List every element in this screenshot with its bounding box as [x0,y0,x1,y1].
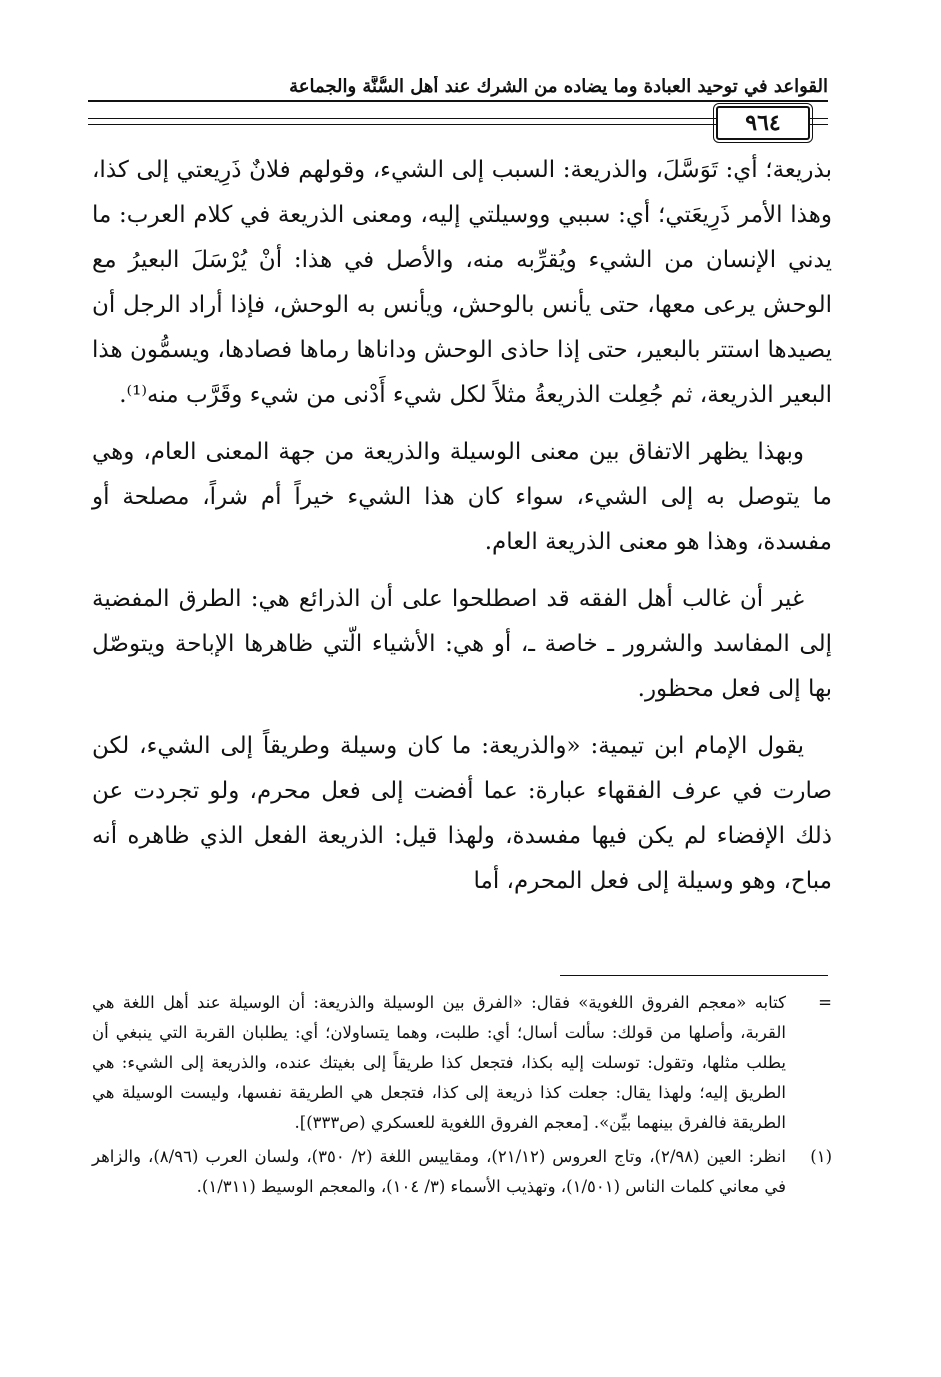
footnote [92,988,832,1138]
footnote-separator [560,975,828,976]
running-title: القواعد في توحيد العبادة وما يضاده من الشرك عند أهل السُّنَّة والجماعة [289,76,828,97]
paragraph: وبهذا يظهر الاتفاق بين معنى الوسيلة والذريعة من جهة المعنى العام، وهي ما يتوصل به إلى الشيء، سواء كان هذا الشيء خيراً أم شراً، مصلحة أو مفسدة، وهذا هو معنى الذريعة العام. [92,439,832,555]
ornament-rule [88,118,718,119]
footnote-marker: = [818,993,832,1012]
ornament-rule [810,118,828,119]
paragraph: غير أن غالب أهل الفقه قد اصطلحوا على أن الذرائع هي: الطرق المفضية إلى المفاسد والشرور ـ خاصة ـ، أو هي: الأشياء الّتي ظاهرها الإباحة ويتوصّل بها إلى فعل محظور. [92,586,832,702]
page-number-frame [88,106,828,140]
ornament-rule [88,124,718,125]
main-text [92,148,832,916]
footnote-text: انظر: العين (٢/٩٨)، وتاج العروس (٢١/١٢)، ومقاييس اللغة (٢/ ٣٥٠)، ولسان العرب (٨/٩٦)، والزاهر في معاني كلمات الناس (١/٥٠١)، وتهذيب الأسماء (٣/ ١٠٤)، والمعجم الوسيط (١/٣١١). [92,1147,786,1196]
footnotes [92,988,832,1206]
footnote-marker: (١) [810,1147,832,1166]
page-header [88,68,828,138]
header-rule [88,100,828,102]
page-number: ٩٦٤ [716,106,810,140]
footnote-text: كتابه «معجم الفروق اللغوية» فقال: «الفرق بين الوسيلة والذريعة: أن الوسيلة عند أهل اللغة هي القربة، وأصلها من قولك: سألت أسال؛ أي: طلبت، وهما يتساولان؛ أي: يطلبان القربة التي ينبغي أن يطلب مثلها، وتقول: توسلت إليه بكذا، فتجعل كذا طريقاً إلى بغيتك عنده، والذريعة إلى الشيء: هي الطريق إليه؛ ولهذا يقال: جعلت كذا ذريعة إلى كذا، فتجعل هي الطريقة نفسها، وليست الوسيلة هي الطريقة فالفرق بينهما بيِّن». [معجم الفروق اللغوية للعسكري (ص٣٣٣)]. [92,993,786,1132]
ornament-rule [810,124,828,125]
paragraph: يقول الإمام ابن تيمية: «والذريعة: ما كان وسيلة وطريقاً إلى الشيء، لكن صارت في عرف الفقهاء عبارة: عما أفضت إلى فعل محرم، ولو تجردت عن ذلك الإفضاء لم يكن فيها مفسدة، ولهذا قيل: الذريعة الفعل الذي ظاهره أنه مباح، وهو وسيلة إلى فعل المحرم، أما [92,733,832,894]
footnote [92,1142,832,1202]
paragraph: بذريعة؛ أي: تَوَسَّلَ، والذريعة: السبب إلى الشيء، وقولهم فلانٌ ذَرِيعتي إلى كذا، وهذا الأمر ذَرِيعَتي؛ أي: سببي ووسيلتي إليه، ومعنى الذريعة في كلام العرب: ما يدني الإنسان من الشيء ويُقرِّبه منه، والأصل في هذا: أنْ يُرْسَلَ البعيرُ مع الوحش يرعى معها، حتى يأنس بالوحش، ويأنس به الوحش، فإذا أراد الرجل أن يصيدها استتر بالبعير، حتى إذا حاذى الوحش وداناها رماها فصادها، ويسمُّون هذا البعير الذريعة، ثم جُعِلت الذريعةُ مثلاً لكل شيء أَدْنى من شيء وقَرَّب منه⁽¹⁾. [92,157,832,408]
